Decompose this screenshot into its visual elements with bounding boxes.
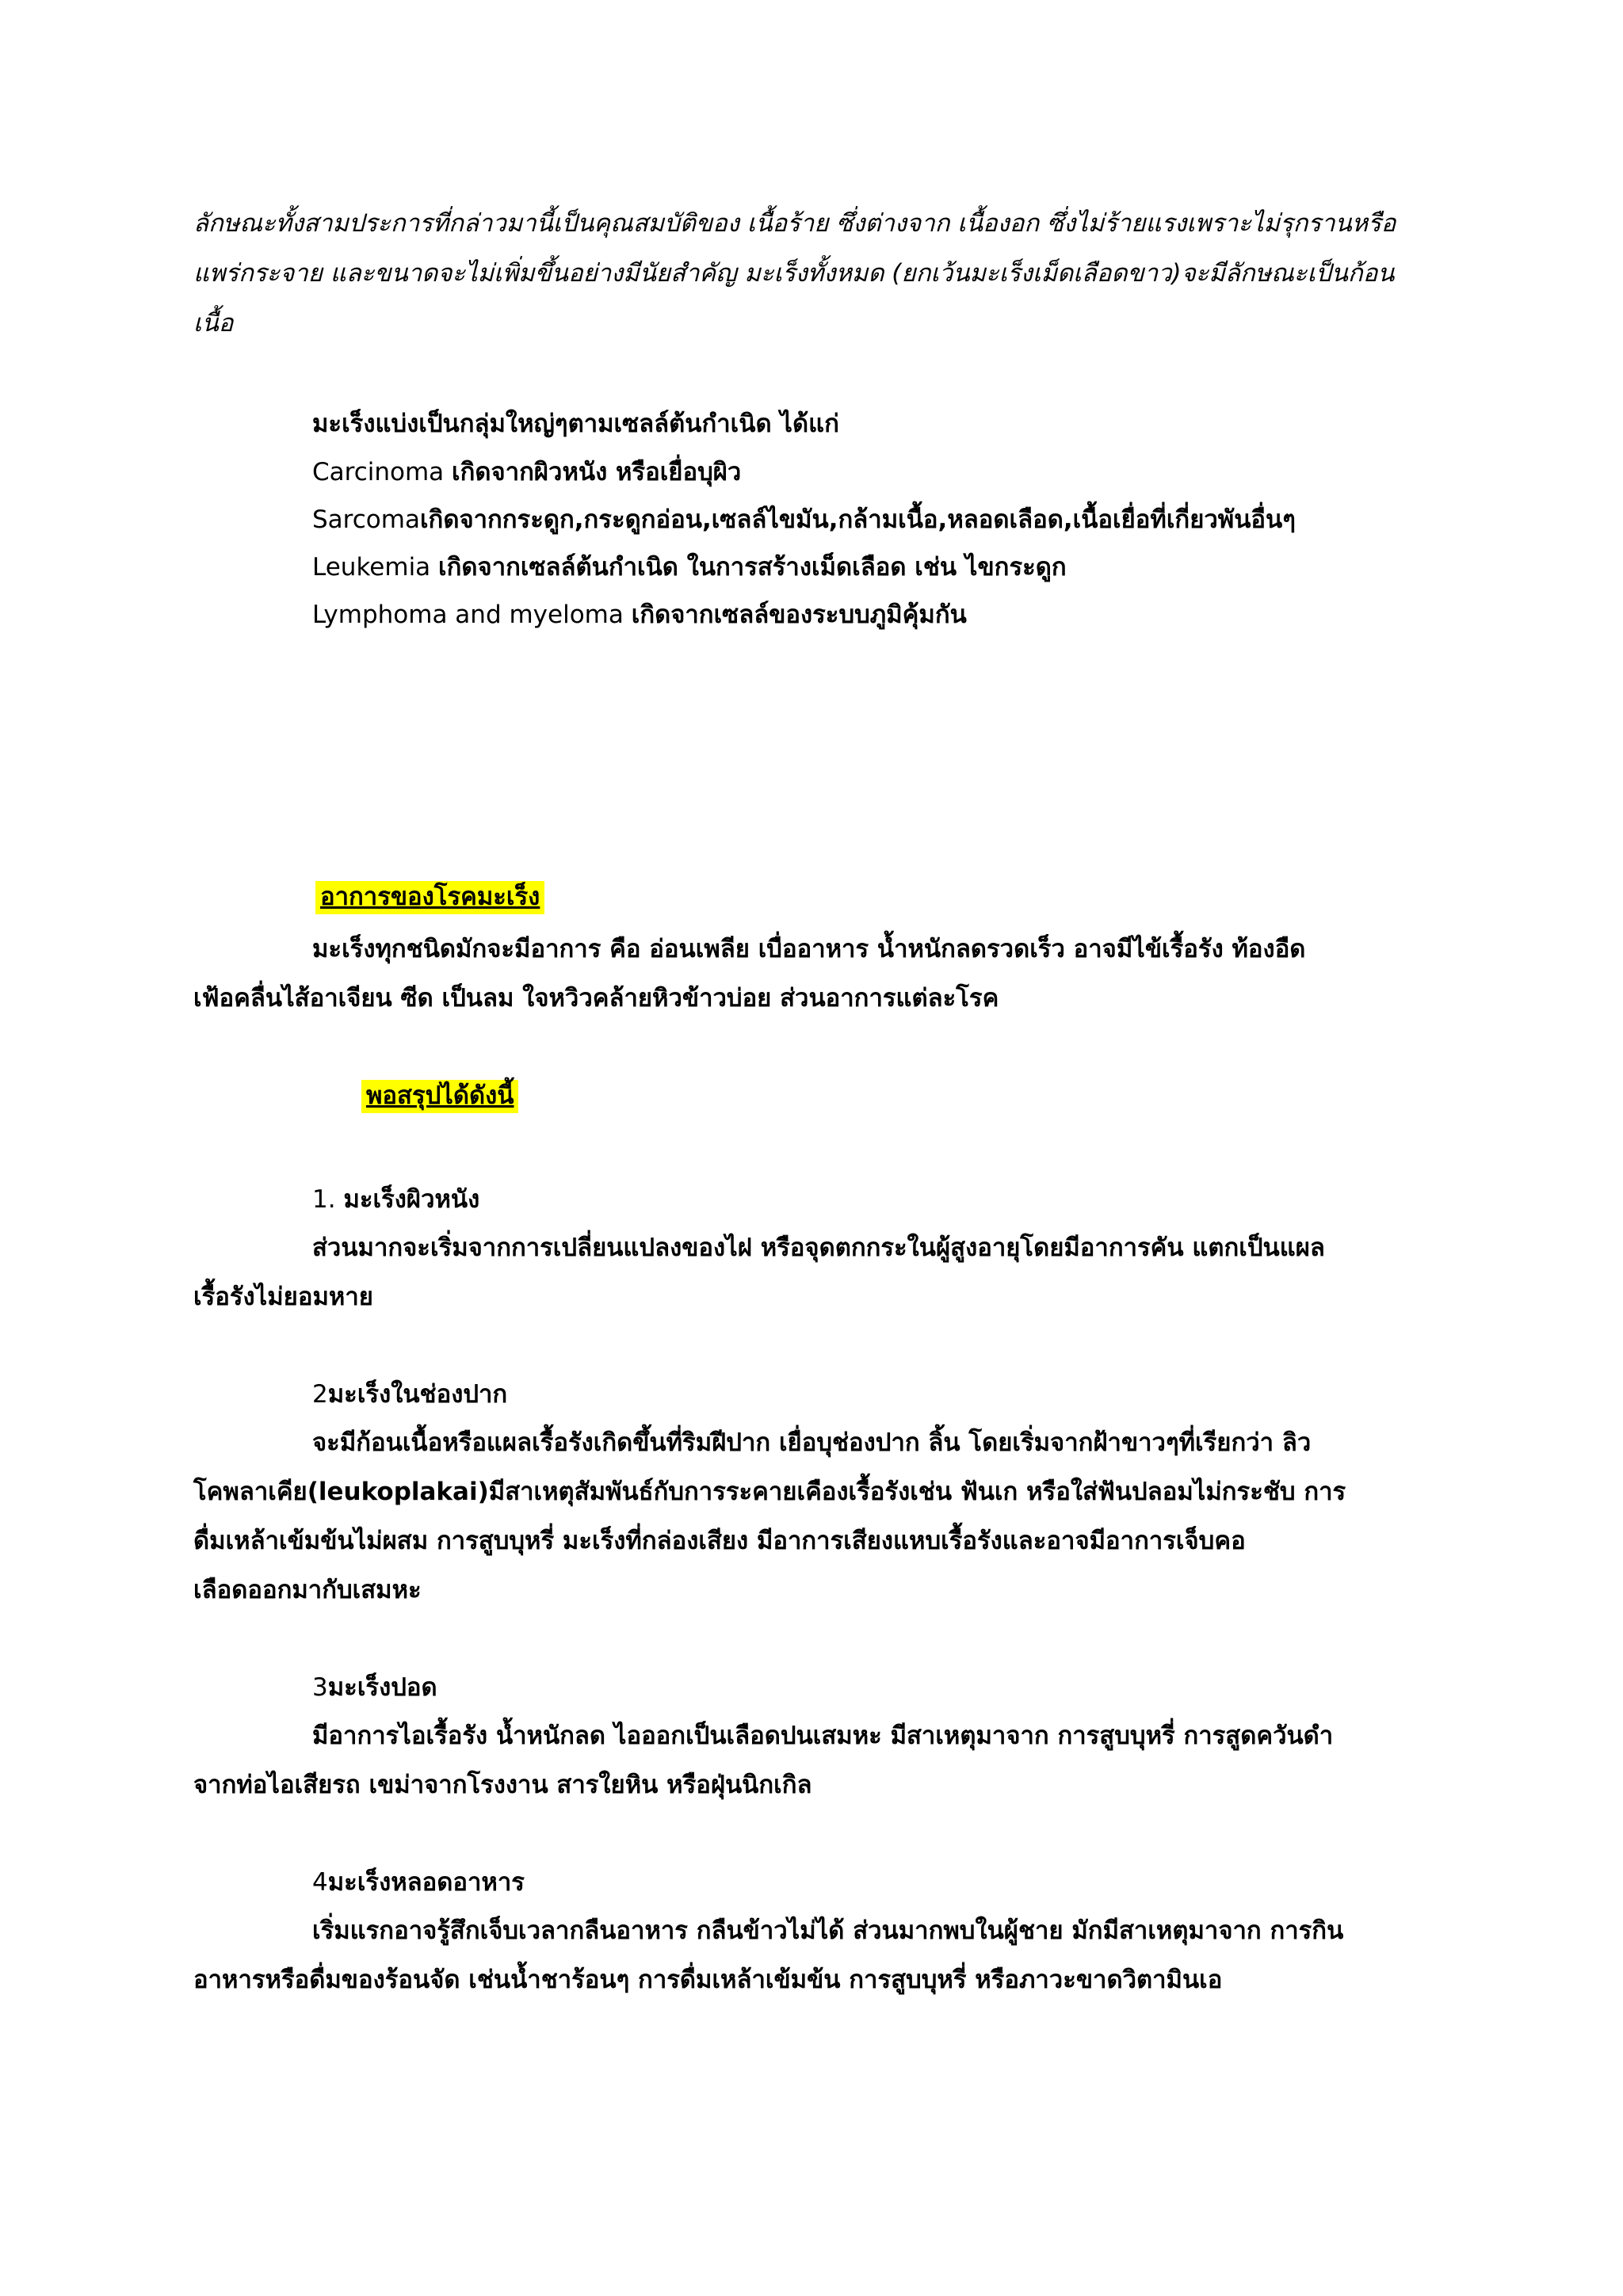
section-3-line-2: จากท่อไอเสียรถ เขม่าจากโรงงาน สารใยหิน หรือฝุ่นนิกเกิล xyxy=(193,1771,812,1799)
section-2-line-1: จะมีก้อนเนื้อหรือแผลเรื้อรังเกิดขึ้นที่ริมฝีปาก เยื่อบุช่องปาก ลิ้น โดยเริ่มจากฝ้าขาวๆที่เรียกว่า ลิว xyxy=(312,1428,1312,1457)
section-2-line-2: โคพลาเคีย(leukoplakai)มีสาเหตุสัมพันธ์กับการระคายเคืองเรื้อรังเช่น ฟันเก หรือใส่ฟันปลอมไม่กระชับ การ xyxy=(193,1478,1346,1506)
section-title: มะเร็งปอด xyxy=(327,1673,437,1702)
item-latin: Carcinoma xyxy=(312,458,453,486)
classification-item-sarcoma xyxy=(312,504,1296,536)
item-latin: Sarcoma xyxy=(312,505,420,534)
intro-line-2: แพร่กระจาย และขนาดจะไม่เพิ่มขึ้นอย่างมีนัยสำคัญ มะเร็งทั้งหมด (ยกเว้นมะเร็งเม็ดเลือดขาว)จะมีลักษณะเป็นก้อน xyxy=(193,259,1395,288)
symptoms-heading-text: อาการของโรคมะเร็ง xyxy=(315,881,544,914)
item-latin: Lymphoma and myeloma xyxy=(312,601,632,629)
section-title-3 xyxy=(312,1672,437,1703)
symptoms-line-2: เฟ้อคลื่นไส้อาเจียน ซีด เป็นลม ใจหวิวคล้ายหิวข้าวบ่อย ส่วนอาการแต่ละโรค xyxy=(193,984,999,1013)
section-number: 4 xyxy=(312,1868,328,1897)
section-number: 1. xyxy=(312,1185,344,1214)
classification-item-leukemia xyxy=(312,551,1067,583)
classification-item-carcinoma xyxy=(312,456,741,488)
section-title: มะเร็งหลอดอาหาร xyxy=(327,1868,525,1897)
section-number: 3 xyxy=(312,1673,328,1702)
symptoms-heading xyxy=(315,881,544,913)
section-2-line-3: ดื่มเหล้าเข้มข้นไม่ผสม การสูบบุหรี่ มะเร็งที่กล่องเสียง มีอาการเสียงแหบเรื้อรังและอาจมีอาการเจ็บคอ xyxy=(193,1527,1246,1555)
item-thai: เกิดจากผิวหนัง หรือเยื่อบุผิว xyxy=(452,458,742,486)
item-thai: เกิดจากเซลล์ต้นกำเนิด ในการสร้างเม็ดเลือด เช่น ไขกระดูก xyxy=(438,553,1067,582)
section-3-line-1: มีอาการไอเรื้อรัง น้ำหนักลด ไอออกเป็นเลือดปนเสมหะ มีสาเหตุมาจาก การสูบบุหรี่ การสูดควันดำ xyxy=(312,1722,1334,1750)
summary-heading-text: พอสรุปได้ดังนี้ xyxy=(361,1080,518,1113)
section-4-line-2: อาหารหรือดื่มของร้อนจัด เช่นน้ำชาร้อนๆ การดื่มเหล้าเข้มข้น การสูบบุหรี่ หรือภาวะขาดวิตามินเอ xyxy=(193,1966,1223,1994)
classification-heading: มะเร็งแบ่งเป็นกลุ่มใหญ่ๆตามเซลล์ต้นกำเนิด ได้แก่ xyxy=(312,410,839,438)
section-title: มะเร็งผิวหนัง xyxy=(343,1185,480,1214)
section-1-line-1: ส่วนมากจะเริ่มจากการเปลี่ยนแปลงของไฝ หรือจุดตกกระในผู้สูงอายุโดยมีอาการคัน แตกเป็นแผล xyxy=(312,1234,1325,1262)
section-title-4 xyxy=(312,1867,525,1898)
section-4-line-1: เริ่มแรกอาจรู้สึกเจ็บเวลากลืนอาหาร กลืนข้าวไม่ได้ ส่วนมากพบในผู้ชาย มักมีสาเหตุมาจาก การกิน xyxy=(312,1917,1344,1945)
section-title-1 xyxy=(312,1184,479,1215)
intro-line-3: เนื้อ xyxy=(193,309,234,338)
item-thai: เกิดจากกระดูก,กระดูกอ่อน,เซลล์ไขมัน,กล้ามเนื้อ,หลอดเลือด,เนื้อเยื่อที่เกี่ยวพันอื่นๆ xyxy=(419,505,1296,534)
section-1-line-2: เรื้อรังไม่ยอมหาย xyxy=(193,1283,373,1311)
section-2-line-4: เลือดออกมากับเสมหะ xyxy=(193,1576,422,1604)
intro-line-1: ลักษณะทั้งสามประการที่กล่าวมานี้เป็นคุณสมบัติของ เนื้อร้าย ซึ่งต่างจาก เนื้องอก ซึ่งไม่ร้ายแรงเพราะไม่รุกรานหรือ xyxy=(193,209,1396,238)
section-number: 2 xyxy=(312,1380,328,1409)
summary-heading xyxy=(361,1080,518,1112)
classification-item-lymphoma xyxy=(312,599,967,631)
symptoms-line-1: มะเร็งทุกชนิดมักจะมีอาการ คือ อ่อนเพลีย เบื่ออาหาร น้ำหนักลดรวดเร็ว อาจมีไข้เรื้อรัง ท้องอืด xyxy=(312,935,1306,963)
section-title-2 xyxy=(312,1379,507,1410)
section-title: มะเร็งในช่องปาก xyxy=(327,1380,508,1409)
item-latin: Leukemia xyxy=(312,553,439,582)
item-thai: เกิดจากเซลล์ของระบบภูมิคุ้มกัน xyxy=(631,601,967,629)
